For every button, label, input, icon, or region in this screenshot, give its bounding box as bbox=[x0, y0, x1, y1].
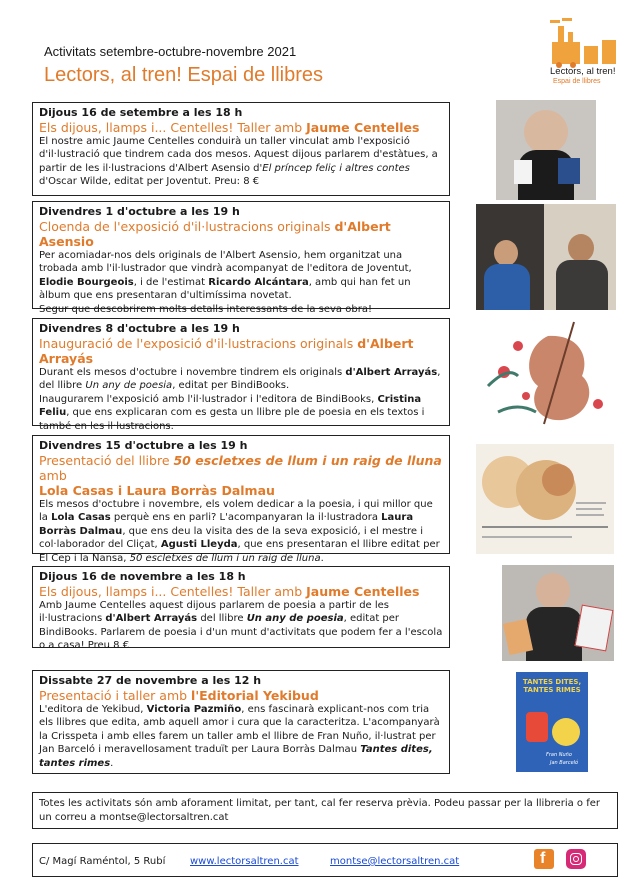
event-description: Amb Jaume Centelles aquest dijous parlarem de poesia a partir de les il·lustracions d'Albert Arrayás del llibre Un any de poesia, editat per BindiBooks. Parlarem de poesia i d'un munt d'activitats que podem fer a l'escola o a casa! Preu 8 € bbox=[39, 600, 443, 652]
event-date: Divendres 1 d'octubre a les 19 h bbox=[39, 205, 240, 218]
page-title: Lectors, al tren! Espai de llibres bbox=[44, 64, 324, 86]
event-card bbox=[32, 566, 450, 652]
photo-jaume-centelles-books bbox=[502, 565, 614, 661]
violin-illustration bbox=[478, 316, 612, 430]
instagram-icon[interactable] bbox=[566, 849, 586, 869]
event-title: Cloenda de l'exposició d'il·lustracions originals d'Albert Asensio bbox=[39, 219, 391, 249]
event-card bbox=[32, 670, 450, 774]
website-link[interactable]: www.lectorsaltren.cat bbox=[190, 856, 299, 867]
photo-jaume-centelles bbox=[496, 100, 596, 200]
event-description: L'editora de Yekibud, Victoria Pazmiño, ens fascinarà explicant-nos com tria els llibres que edita, amb aquell amor i cura que la caracteritza. L'acompanyarà la Crisspeta i amb elles farem un taller amb el llibre de Fran Nuño, il·lustrat per Jan Barceló i meravellosament traduït per Laura Borràs Dalmau Tantes dites, tantes rimes. bbox=[39, 704, 440, 769]
book-cover-illustrator: Jan Barceló bbox=[550, 760, 579, 766]
event-description: Durant els mesos d'octubre i novembre tindrem els originals d'Albert Arrayás, del llibre Un any de poesia, editat per BindiBooks. Inaugurarem l'exposició amb l'il·lustrador i l'editora de BindiBooks, Cristina Feliu, que ens explicaran com es gesta un llibre ple de poesia en els textos i també en les il·lustracions. bbox=[39, 367, 441, 432]
photo-asensio-alcantara bbox=[476, 204, 616, 310]
event-description: El nostre amic Jaume Centelles conduirà un taller vinculat amb l'exposició d'il·lustració que tindrem cada dos mesos. Aquest dijous parlarem d'estàtues, a partir de les il·lustracions d'Albert Asensio d'El príncep feliç i altres contes d'Oscar Wilde, editat per Joventut. Preu: 8 € bbox=[39, 136, 438, 188]
contact-bar bbox=[32, 843, 618, 877]
event-title: Presentació del llibre 50 escletxes de llum i un raig de lluna amb Lola Casas i Laura Borràs Dalmau bbox=[39, 453, 442, 498]
event-title: Inauguració de l'exposició d'il·lustracions originals d'Albert Arrayás bbox=[39, 336, 414, 366]
book-cover-tantes-dites bbox=[516, 672, 588, 772]
event-card bbox=[32, 201, 450, 315]
book-cover-author: Fran Nuño bbox=[546, 752, 572, 758]
event-date: Divendres 8 d'octubre a les 19 h bbox=[39, 322, 240, 335]
book-spread-illustration bbox=[476, 444, 614, 554]
event-card bbox=[32, 435, 450, 564]
event-title: Els dijous, llamps i... Centelles! Taller amb Jaume Centelles bbox=[39, 584, 420, 599]
reservation-note: Totes les activitats són amb aforament limitat, per tant, cal fer reserva prèvia. Podeu passar per la llibreria o fer un correu a montse@lectorsaltren.cat bbox=[32, 792, 618, 829]
event-title: Els dijous, llamps i... Centelles! Taller amb Jaume Centelles bbox=[39, 120, 420, 135]
header-subtitle: Activitats setembre-octubre-novembre 2021 bbox=[44, 44, 297, 59]
event-card bbox=[32, 318, 450, 432]
address: C/ Magí Raméntol, 5 Rubí bbox=[39, 856, 166, 867]
event-date: Dijous 16 de setembre a les 18 h bbox=[39, 106, 243, 119]
email-link[interactable]: montse@lectorsaltren.cat bbox=[330, 856, 460, 867]
event-date: Dissabte 27 de novembre a les 12 h bbox=[39, 674, 262, 687]
logo-sub: Espai de llibres bbox=[553, 78, 601, 85]
event-date: Dijous 16 de novembre a les 18 h bbox=[39, 570, 246, 583]
book-cover-title: TANTES DITES, TANTES RIMES bbox=[522, 678, 582, 694]
logo-name: Lectors, al tren! bbox=[550, 66, 616, 77]
event-card bbox=[32, 102, 450, 196]
facebook-icon[interactable]: f bbox=[534, 849, 554, 869]
event-date: Divendres 15 d'octubre a les 19 h bbox=[39, 439, 248, 452]
event-description: Per acomiadar-nos dels originals de l'Albert Asensio, hem organitzat una trobada amb l'il·lustrador que vindrà acompanyat de l'editora de Joventut, Elodie Bourgeois, i de l'estimat Ricardo Alcántara, amb qui han fet un àlbum que ens presentaran d'ultimíssima novetat. Segur que descobrirem molts detalls interessants de la seva obra! bbox=[39, 250, 412, 315]
event-title: Presentació i taller amb l'Editorial Yekibud bbox=[39, 688, 319, 703]
event-description: Els mesos d'octubre i novembre, els volem dedicar a la poesia, i qui millor que la Lola Casas perquè ens en parli? L'acompanyaran la il·lustradora Laura Borràs Dalmau, que ens deu la visita des de la seva exposició, i el mestre i col·laborador del Cliçat, Agusti Lleyda, que ens presentaran el llibre editat per El Cep i la Nansa, 50 escletxes de llum i un raig de lluna. bbox=[39, 499, 440, 564]
